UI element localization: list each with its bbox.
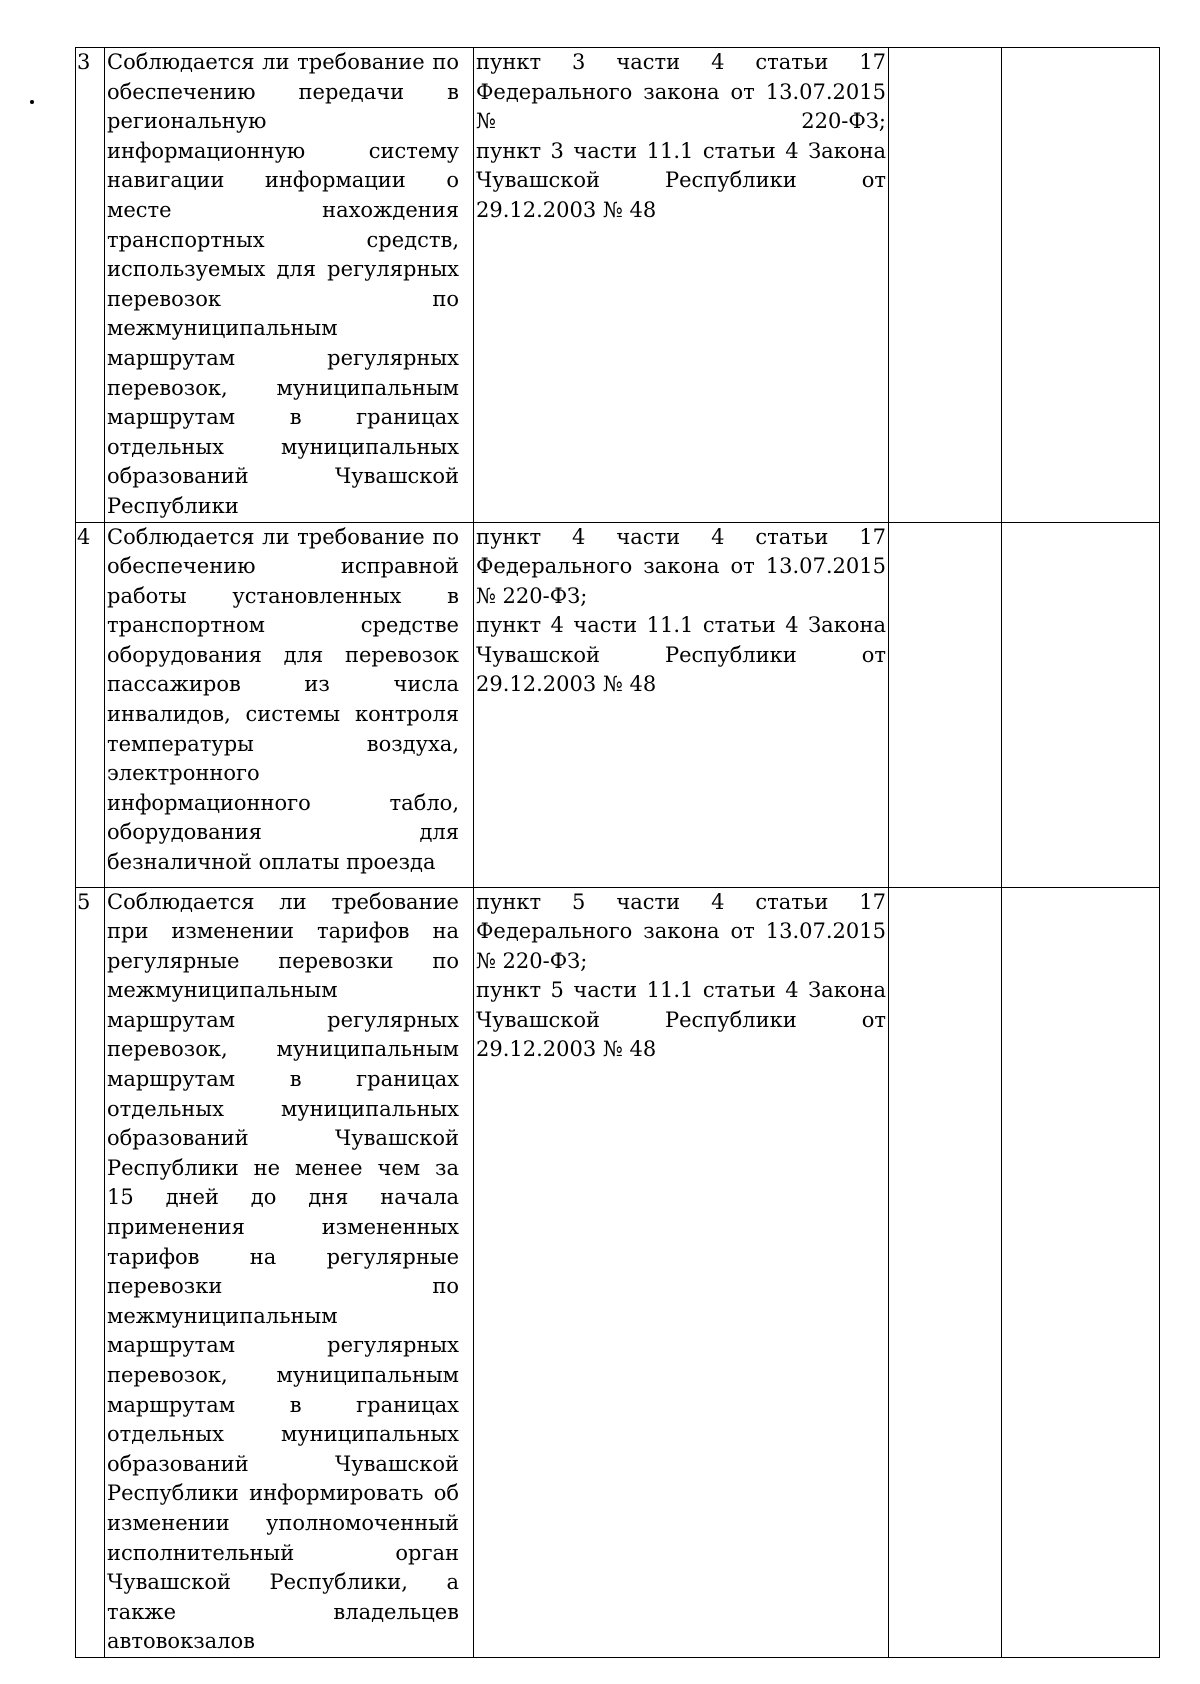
margin-dot-mark: [30, 100, 34, 104]
table-row: [76, 48, 1160, 523]
legal-reference-regional: пункт 4 части 11.1 статьи 4 Закона Чувашской Республики от 29.12.2003 № 48: [476, 613, 886, 697]
comment-cell: [1002, 522, 1160, 887]
checklist-table: [75, 47, 1160, 1658]
answer-cell: [889, 48, 1002, 523]
table-row: [76, 522, 1160, 887]
row-number: 3: [76, 48, 105, 523]
requirement-question: Соблюдается ли требование по обеспечению исправной работы установленных в транспортном средстве оборудования для перевозок пассажиров из числа инвалидов, системы контроля температуры воздуха, электронного информационного табло, оборудования для безналичной оплаты проезда: [105, 522, 474, 887]
legal-reference-federal: пункт 3 части 4 статьи 17 Федерального закона от 13.07.2015 № 220-ФЗ;: [476, 50, 886, 134]
legal-reference: [474, 522, 889, 887]
row-number: 5: [76, 887, 105, 1657]
legal-reference: [474, 48, 889, 523]
comment-cell: [1002, 887, 1160, 1657]
comment-cell: [1002, 48, 1160, 523]
requirement-question: Соблюдается ли требование при изменении тарифов на регулярные перевозки по межмуниципальным маршрутам регулярных перевозок, муниципальным маршрутам в границах отдельных муниципальных образований Чувашской Республики не менее чем за 15 дней до дня начала применения измененных тарифов на регулярные перевозки по межмуниципальным маршрутам регулярных перевозок, муниципальным маршрутам в границах отдельных муниципальных образований Чувашской Республики информировать об изменении уполномоченный исполнительный орган Чувашской Республики, а также владельцев автовокзалов: [105, 887, 474, 1657]
row-number: 4: [76, 522, 105, 887]
answer-cell: [889, 887, 1002, 1657]
legal-reference-federal: пункт 5 части 4 статьи 17 Федерального закона от 13.07.2015 № 220-ФЗ;: [476, 889, 886, 973]
legal-reference-federal: пункт 4 части 4 статьи 17 Федерального закона от 13.07.2015 № 220-ФЗ;: [476, 524, 886, 608]
answer-cell: [889, 522, 1002, 887]
requirement-question: Соблюдается ли требование по обеспечению передачи в региональную информационную систему навигации информации о месте нахождения транспортных средств, используемых для регулярных перевозок по межмуниципальным маршрутам регулярных перевозок, муниципальным маршрутам в границах отдельных муниципальных образований Чувашской Республики: [105, 48, 474, 523]
legal-reference: [474, 887, 889, 1657]
table-row: [76, 887, 1160, 1657]
legal-reference-regional: пункт 3 части 11.1 статьи 4 Закона Чувашской Республики от 29.12.2003 № 48: [476, 138, 886, 222]
legal-reference-regional: пункт 5 части 11.1 статьи 4 Закона Чувашской Республики от 29.12.2003 № 48: [476, 978, 886, 1062]
